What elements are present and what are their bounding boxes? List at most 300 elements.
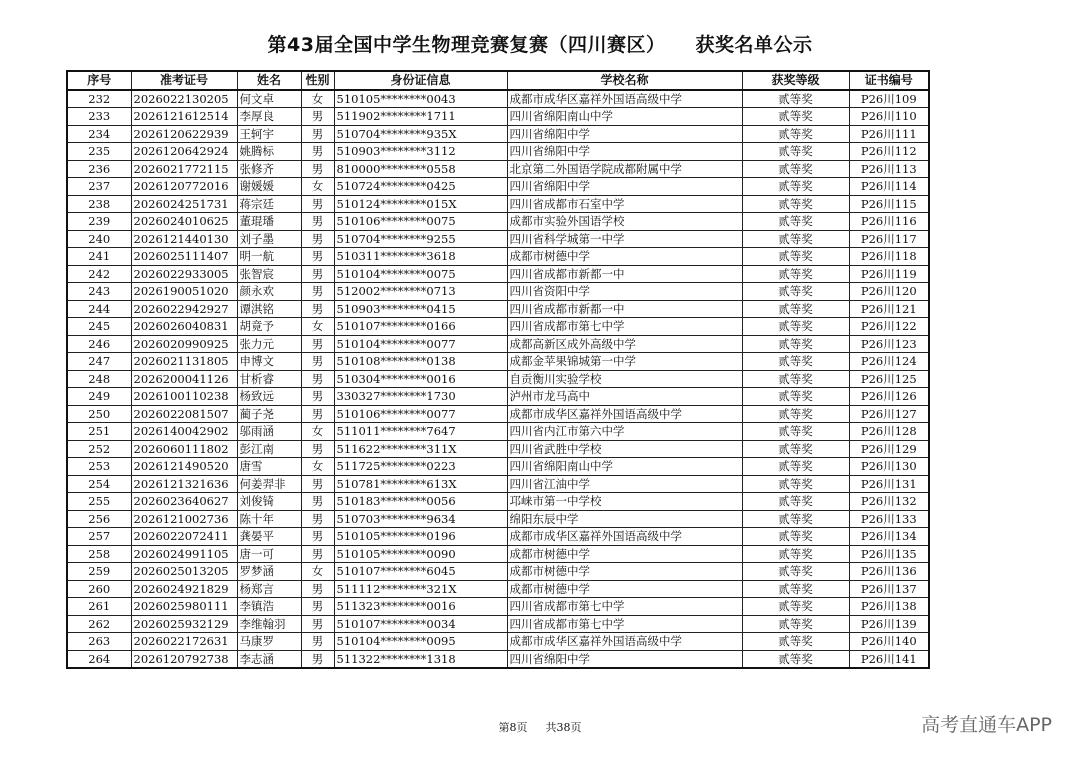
cell-name: 唐雪 bbox=[237, 458, 301, 476]
cell-school: 成都市成华区嘉祥外国语高级中学 bbox=[507, 528, 742, 546]
cell-school: 四川省成都市第七中学 bbox=[507, 615, 742, 633]
cell-serial: 246 bbox=[67, 335, 131, 353]
cell-name: 申博文 bbox=[237, 353, 301, 371]
cell-award-level: 贰等奖 bbox=[742, 353, 849, 371]
cell-school: 泸州市龙马高中 bbox=[507, 388, 742, 406]
cell-certificate-number: P26川111 bbox=[849, 125, 929, 143]
cell-name: 谢媛媛 bbox=[237, 178, 301, 196]
cell-name: 杨致远 bbox=[237, 388, 301, 406]
table-row bbox=[67, 318, 929, 336]
cell-award-level: 贰等奖 bbox=[742, 213, 849, 231]
cell-name: 张力元 bbox=[237, 335, 301, 353]
cell-certificate-number: P26川114 bbox=[849, 178, 929, 196]
cell-award-level: 贰等奖 bbox=[742, 370, 849, 388]
column-header: 身份证信息 bbox=[334, 71, 507, 90]
cell-exam-number: 2026026040831 bbox=[131, 318, 237, 336]
cell-name: 蔺子尧 bbox=[237, 405, 301, 423]
cell-id-info: 510105********0043 bbox=[334, 90, 507, 108]
table-header-row bbox=[67, 71, 929, 90]
cell-gender: 男 bbox=[301, 248, 334, 266]
cell-certificate-number: P26川120 bbox=[849, 283, 929, 301]
cell-name: 彭江南 bbox=[237, 440, 301, 458]
cell-exam-number: 2026140042902 bbox=[131, 423, 237, 441]
cell-gender: 男 bbox=[301, 475, 334, 493]
cell-school: 四川省武胜中学校 bbox=[507, 440, 742, 458]
cell-id-info: 510183********0056 bbox=[334, 493, 507, 511]
cell-exam-number: 2026190051020 bbox=[131, 283, 237, 301]
cell-id-info: 511323********0016 bbox=[334, 598, 507, 616]
cell-serial: 233 bbox=[67, 108, 131, 126]
cell-certificate-number: P26川123 bbox=[849, 335, 929, 353]
cell-award-level: 贰等奖 bbox=[742, 108, 849, 126]
column-header: 性别 bbox=[301, 71, 334, 90]
cell-id-info: 510108********0138 bbox=[334, 353, 507, 371]
cell-gender: 男 bbox=[301, 598, 334, 616]
cell-exam-number: 2026022942927 bbox=[131, 300, 237, 318]
table-row bbox=[67, 195, 929, 213]
cell-award-level: 贰等奖 bbox=[742, 633, 849, 651]
table-row bbox=[67, 283, 929, 301]
cell-id-info: 510107********0034 bbox=[334, 615, 507, 633]
cell-school: 四川省内江市第六中学 bbox=[507, 423, 742, 441]
cell-serial: 239 bbox=[67, 213, 131, 231]
cell-id-info: 511322********1318 bbox=[334, 650, 507, 668]
cell-serial: 253 bbox=[67, 458, 131, 476]
cell-id-info: 510107********6045 bbox=[334, 563, 507, 581]
cell-name: 何姜羿非 bbox=[237, 475, 301, 493]
cell-certificate-number: P26川119 bbox=[849, 265, 929, 283]
cell-award-level: 贰等奖 bbox=[742, 143, 849, 161]
cell-exam-number: 2026060111802 bbox=[131, 440, 237, 458]
cell-gender: 男 bbox=[301, 300, 334, 318]
cell-award-level: 贰等奖 bbox=[742, 598, 849, 616]
cell-award-level: 贰等奖 bbox=[742, 125, 849, 143]
cell-award-level: 贰等奖 bbox=[742, 248, 849, 266]
table-row bbox=[67, 213, 929, 231]
cell-certificate-number: P26川117 bbox=[849, 230, 929, 248]
cell-id-info: 510104********0075 bbox=[334, 265, 507, 283]
cell-id-info: 510703********9634 bbox=[334, 510, 507, 528]
watermark: 高考直通车APP bbox=[921, 714, 1052, 736]
cell-award-level: 贰等奖 bbox=[742, 545, 849, 563]
cell-award-level: 贰等奖 bbox=[742, 318, 849, 336]
cell-serial: 252 bbox=[67, 440, 131, 458]
cell-school: 四川省绵阳南山中学 bbox=[507, 108, 742, 126]
cell-exam-number: 2026120642924 bbox=[131, 143, 237, 161]
cell-school: 四川省成都市第七中学 bbox=[507, 598, 742, 616]
cell-school: 四川省绵阳中学 bbox=[507, 650, 742, 668]
table-row bbox=[67, 493, 929, 511]
cell-gender: 男 bbox=[301, 633, 334, 651]
table-row bbox=[67, 580, 929, 598]
cell-award-level: 贰等奖 bbox=[742, 510, 849, 528]
cell-exam-number: 2026021131805 bbox=[131, 353, 237, 371]
cell-id-info: 810000********0558 bbox=[334, 160, 507, 178]
cell-id-info: 512002********0713 bbox=[334, 283, 507, 301]
cell-award-level: 贰等奖 bbox=[742, 283, 849, 301]
cell-id-info: 510104********0077 bbox=[334, 335, 507, 353]
cell-school: 成都市树德中学 bbox=[507, 545, 742, 563]
cell-serial: 245 bbox=[67, 318, 131, 336]
cell-certificate-number: P26川110 bbox=[849, 108, 929, 126]
column-header: 获奖等级 bbox=[742, 71, 849, 90]
cell-award-level: 贰等奖 bbox=[742, 388, 849, 406]
cell-certificate-number: P26川128 bbox=[849, 423, 929, 441]
table-row bbox=[67, 90, 929, 108]
cell-id-info: 510704********935X bbox=[334, 125, 507, 143]
cell-school: 四川省绵阳中学 bbox=[507, 143, 742, 161]
cell-id-info: 510724********0425 bbox=[334, 178, 507, 196]
cell-certificate-number: P26川126 bbox=[849, 388, 929, 406]
cell-certificate-number: P26川122 bbox=[849, 318, 929, 336]
cell-exam-number: 2026022081507 bbox=[131, 405, 237, 423]
table-row bbox=[67, 633, 929, 651]
cell-serial: 237 bbox=[67, 178, 131, 196]
page-total: 共38页 bbox=[545, 721, 582, 734]
table-row bbox=[67, 405, 929, 423]
table-row bbox=[67, 510, 929, 528]
table-row bbox=[67, 440, 929, 458]
cell-gender: 男 bbox=[301, 265, 334, 283]
cell-certificate-number: P26川124 bbox=[849, 353, 929, 371]
table-row bbox=[67, 160, 929, 178]
cell-exam-number: 2026022072411 bbox=[131, 528, 237, 546]
cell-serial: 264 bbox=[67, 650, 131, 668]
cell-name: 唐一可 bbox=[237, 545, 301, 563]
column-header: 学校名称 bbox=[507, 71, 742, 90]
cell-school: 四川省绵阳南山中学 bbox=[507, 458, 742, 476]
cell-award-level: 贰等奖 bbox=[742, 265, 849, 283]
cell-school: 成都市成华区嘉祥外国语高级中学 bbox=[507, 405, 742, 423]
cell-certificate-number: P26川133 bbox=[849, 510, 929, 528]
cell-serial: 243 bbox=[67, 283, 131, 301]
cell-name: 明一航 bbox=[237, 248, 301, 266]
cell-school: 成都市树德中学 bbox=[507, 563, 742, 581]
column-header: 准考证号 bbox=[131, 71, 237, 90]
cell-certificate-number: P26川135 bbox=[849, 545, 929, 563]
table-row bbox=[67, 370, 929, 388]
cell-serial: 241 bbox=[67, 248, 131, 266]
cell-exam-number: 2026200041126 bbox=[131, 370, 237, 388]
cell-gender: 女 bbox=[301, 423, 334, 441]
cell-certificate-number: P26川121 bbox=[849, 300, 929, 318]
column-header: 序号 bbox=[67, 71, 131, 90]
cell-certificate-number: P26川127 bbox=[849, 405, 929, 423]
table-row bbox=[67, 178, 929, 196]
column-header: 证书编号 bbox=[849, 71, 929, 90]
cell-serial: 255 bbox=[67, 493, 131, 511]
cell-school: 邛崃市第一中学校 bbox=[507, 493, 742, 511]
cell-gender: 男 bbox=[301, 230, 334, 248]
cell-school: 四川省成都市石室中学 bbox=[507, 195, 742, 213]
cell-exam-number: 2026121440130 bbox=[131, 230, 237, 248]
cell-serial: 247 bbox=[67, 353, 131, 371]
cell-gender: 男 bbox=[301, 335, 334, 353]
cell-exam-number: 2026023640627 bbox=[131, 493, 237, 511]
cell-name: 龚晏平 bbox=[237, 528, 301, 546]
cell-gender: 男 bbox=[301, 283, 334, 301]
cell-exam-number: 2026020990925 bbox=[131, 335, 237, 353]
cell-serial: 261 bbox=[67, 598, 131, 616]
cell-name: 张智宸 bbox=[237, 265, 301, 283]
cell-gender: 男 bbox=[301, 108, 334, 126]
cell-gender: 女 bbox=[301, 563, 334, 581]
cell-school: 四川省成都市新都一中 bbox=[507, 300, 742, 318]
page-number: 第8页 bbox=[498, 721, 528, 734]
cell-serial: 238 bbox=[67, 195, 131, 213]
cell-id-info: 511902********1711 bbox=[334, 108, 507, 126]
cell-gender: 男 bbox=[301, 160, 334, 178]
cell-serial: 232 bbox=[67, 90, 131, 108]
cell-name: 甘析睿 bbox=[237, 370, 301, 388]
cell-id-info: 511622********311X bbox=[334, 440, 507, 458]
table-row bbox=[67, 300, 929, 318]
cell-certificate-number: P26川116 bbox=[849, 213, 929, 231]
cell-name: 李厚良 bbox=[237, 108, 301, 126]
column-header: 姓名 bbox=[237, 71, 301, 90]
cell-id-info: 511725********0223 bbox=[334, 458, 507, 476]
cell-exam-number: 2026120792738 bbox=[131, 650, 237, 668]
cell-gender: 女 bbox=[301, 178, 334, 196]
cell-certificate-number: P26川136 bbox=[849, 563, 929, 581]
cell-exam-number: 2026121321636 bbox=[131, 475, 237, 493]
table-row bbox=[67, 423, 929, 441]
cell-exam-number: 2026121002736 bbox=[131, 510, 237, 528]
page-footer bbox=[0, 719, 1080, 735]
cell-award-level: 贰等奖 bbox=[742, 335, 849, 353]
cell-id-info: 510903********3112 bbox=[334, 143, 507, 161]
table-row bbox=[67, 388, 929, 406]
cell-id-info: 510704********9255 bbox=[334, 230, 507, 248]
cell-certificate-number: P26川140 bbox=[849, 633, 929, 651]
cell-serial: 250 bbox=[67, 405, 131, 423]
cell-name: 董琨璠 bbox=[237, 213, 301, 231]
cell-name: 罗梦涵 bbox=[237, 563, 301, 581]
cell-school: 成都市树德中学 bbox=[507, 248, 742, 266]
cell-certificate-number: P26川109 bbox=[849, 90, 929, 108]
cell-school: 成都市实验外国语学校 bbox=[507, 213, 742, 231]
cell-exam-number: 2026100110238 bbox=[131, 388, 237, 406]
cell-serial: 260 bbox=[67, 580, 131, 598]
cell-name: 刘俊锜 bbox=[237, 493, 301, 511]
cell-name: 王轲宇 bbox=[237, 125, 301, 143]
cell-exam-number: 2026025013205 bbox=[131, 563, 237, 581]
cell-exam-number: 2026024991105 bbox=[131, 545, 237, 563]
table-row bbox=[67, 650, 929, 668]
title-award-list: 获奖名单公示 bbox=[695, 34, 813, 56]
cell-school: 四川省科学城第一中学 bbox=[507, 230, 742, 248]
table-row bbox=[67, 545, 929, 563]
cell-exam-number: 2026121490520 bbox=[131, 458, 237, 476]
table-row bbox=[67, 125, 929, 143]
cell-school: 四川省江油中学 bbox=[507, 475, 742, 493]
cell-id-info: 510105********0090 bbox=[334, 545, 507, 563]
cell-exam-number: 2026025111407 bbox=[131, 248, 237, 266]
cell-school: 北京第二外国语学院成都附属中学 bbox=[507, 160, 742, 178]
cell-id-info: 510304********0016 bbox=[334, 370, 507, 388]
cell-name: 李志涵 bbox=[237, 650, 301, 668]
cell-serial: 240 bbox=[67, 230, 131, 248]
cell-id-info: 330327********1730 bbox=[334, 388, 507, 406]
cell-name: 谭淇铭 bbox=[237, 300, 301, 318]
cell-certificate-number: P26川113 bbox=[849, 160, 929, 178]
cell-serial: 254 bbox=[67, 475, 131, 493]
cell-name: 邬雨涵 bbox=[237, 423, 301, 441]
cell-exam-number: 2026024251731 bbox=[131, 195, 237, 213]
page-title bbox=[0, 30, 1080, 57]
cell-gender: 男 bbox=[301, 405, 334, 423]
cell-certificate-number: P26川129 bbox=[849, 440, 929, 458]
cell-gender: 男 bbox=[301, 493, 334, 511]
cell-award-level: 贰等奖 bbox=[742, 458, 849, 476]
cell-name: 马康罗 bbox=[237, 633, 301, 651]
cell-award-level: 贰等奖 bbox=[742, 178, 849, 196]
cell-gender: 男 bbox=[301, 125, 334, 143]
table-row bbox=[67, 108, 929, 126]
cell-certificate-number: P26川132 bbox=[849, 493, 929, 511]
table-body bbox=[67, 90, 929, 669]
cell-award-level: 贰等奖 bbox=[742, 230, 849, 248]
cell-name: 颜永欢 bbox=[237, 283, 301, 301]
cell-certificate-number: P26川118 bbox=[849, 248, 929, 266]
table-row bbox=[67, 353, 929, 371]
cell-id-info: 510124********015X bbox=[334, 195, 507, 213]
cell-serial: 242 bbox=[67, 265, 131, 283]
cell-serial: 257 bbox=[67, 528, 131, 546]
cell-award-level: 贰等奖 bbox=[742, 528, 849, 546]
cell-name: 刘子墨 bbox=[237, 230, 301, 248]
cell-exam-number: 2026024010625 bbox=[131, 213, 237, 231]
cell-gender: 男 bbox=[301, 528, 334, 546]
cell-award-level: 贰等奖 bbox=[742, 405, 849, 423]
table-row bbox=[67, 248, 929, 266]
table-row bbox=[67, 475, 929, 493]
cell-id-info: 510105********0196 bbox=[334, 528, 507, 546]
cell-exam-number: 2026022933005 bbox=[131, 265, 237, 283]
cell-serial: 263 bbox=[67, 633, 131, 651]
table-row bbox=[67, 563, 929, 581]
cell-exam-number: 2026025980111 bbox=[131, 598, 237, 616]
cell-serial: 258 bbox=[67, 545, 131, 563]
cell-gender: 男 bbox=[301, 510, 334, 528]
cell-gender: 女 bbox=[301, 458, 334, 476]
cell-id-info: 510311********3618 bbox=[334, 248, 507, 266]
cell-award-level: 贰等奖 bbox=[742, 440, 849, 458]
cell-gender: 男 bbox=[301, 353, 334, 371]
cell-serial: 236 bbox=[67, 160, 131, 178]
cell-id-info: 511011********7647 bbox=[334, 423, 507, 441]
cell-school: 自贡衡川实验学校 bbox=[507, 370, 742, 388]
cell-award-level: 贰等奖 bbox=[742, 615, 849, 633]
cell-gender: 男 bbox=[301, 650, 334, 668]
cell-certificate-number: P26川131 bbox=[849, 475, 929, 493]
cell-exam-number: 2026021772115 bbox=[131, 160, 237, 178]
cell-gender: 女 bbox=[301, 318, 334, 336]
table-row bbox=[67, 143, 929, 161]
cell-certificate-number: P26川138 bbox=[849, 598, 929, 616]
title-main: 第43届全国中学生物理竞赛复赛（四川赛区） bbox=[267, 34, 666, 56]
cell-award-level: 贰等奖 bbox=[742, 563, 849, 581]
cell-certificate-number: P26川134 bbox=[849, 528, 929, 546]
table-row bbox=[67, 230, 929, 248]
cell-serial: 259 bbox=[67, 563, 131, 581]
cell-name: 张修齐 bbox=[237, 160, 301, 178]
cell-school: 四川省绵阳中学 bbox=[507, 125, 742, 143]
cell-certificate-number: P26川137 bbox=[849, 580, 929, 598]
cell-award-level: 贰等奖 bbox=[742, 300, 849, 318]
table-row bbox=[67, 528, 929, 546]
cell-id-info: 510106********0077 bbox=[334, 405, 507, 423]
cell-school: 四川省绵阳中学 bbox=[507, 178, 742, 196]
cell-name: 姚腾标 bbox=[237, 143, 301, 161]
cell-serial: 249 bbox=[67, 388, 131, 406]
cell-certificate-number: P26川125 bbox=[849, 370, 929, 388]
cell-award-level: 贰等奖 bbox=[742, 493, 849, 511]
cell-school: 四川省资阳中学 bbox=[507, 283, 742, 301]
cell-gender: 男 bbox=[301, 545, 334, 563]
cell-name: 李维翰羽 bbox=[237, 615, 301, 633]
cell-gender: 男 bbox=[301, 143, 334, 161]
cell-serial: 262 bbox=[67, 615, 131, 633]
cell-award-level: 贰等奖 bbox=[742, 475, 849, 493]
cell-id-info: 510903********0415 bbox=[334, 300, 507, 318]
cell-gender: 男 bbox=[301, 388, 334, 406]
cell-id-info: 510106********0075 bbox=[334, 213, 507, 231]
cell-serial: 235 bbox=[67, 143, 131, 161]
cell-serial: 244 bbox=[67, 300, 131, 318]
cell-exam-number: 2026022172631 bbox=[131, 633, 237, 651]
cell-gender: 男 bbox=[301, 213, 334, 231]
cell-gender: 男 bbox=[301, 440, 334, 458]
cell-school: 成都高新区成外高级中学 bbox=[507, 335, 742, 353]
cell-name: 何文卓 bbox=[237, 90, 301, 108]
cell-gender: 男 bbox=[301, 615, 334, 633]
cell-name: 蒋宗廷 bbox=[237, 195, 301, 213]
cell-name: 李镇浩 bbox=[237, 598, 301, 616]
cell-gender: 男 bbox=[301, 195, 334, 213]
cell-gender: 女 bbox=[301, 90, 334, 108]
cell-award-level: 贰等奖 bbox=[742, 580, 849, 598]
cell-serial: 234 bbox=[67, 125, 131, 143]
cell-id-info: 510104********0095 bbox=[334, 633, 507, 651]
table-row bbox=[67, 598, 929, 616]
cell-school: 四川省成都市第七中学 bbox=[507, 318, 742, 336]
table-row bbox=[67, 458, 929, 476]
cell-exam-number: 2026025932129 bbox=[131, 615, 237, 633]
cell-school: 绵阳东辰中学 bbox=[507, 510, 742, 528]
table-row bbox=[67, 335, 929, 353]
cell-id-info: 510107********0166 bbox=[334, 318, 507, 336]
cell-exam-number: 2026024921829 bbox=[131, 580, 237, 598]
cell-certificate-number: P26川141 bbox=[849, 650, 929, 668]
cell-school: 成都金苹果锦城第一中学 bbox=[507, 353, 742, 371]
cell-certificate-number: P26川112 bbox=[849, 143, 929, 161]
cell-award-level: 贰等奖 bbox=[742, 195, 849, 213]
cell-certificate-number: P26川139 bbox=[849, 615, 929, 633]
cell-award-level: 贰等奖 bbox=[742, 160, 849, 178]
cell-award-level: 贰等奖 bbox=[742, 650, 849, 668]
cell-certificate-number: P26川130 bbox=[849, 458, 929, 476]
cell-serial: 256 bbox=[67, 510, 131, 528]
cell-exam-number: 2026121612514 bbox=[131, 108, 237, 126]
cell-id-info: 510781********613X bbox=[334, 475, 507, 493]
cell-serial: 248 bbox=[67, 370, 131, 388]
cell-school: 四川省成都市新都一中 bbox=[507, 265, 742, 283]
cell-name: 陈十年 bbox=[237, 510, 301, 528]
cell-name: 胡竟予 bbox=[237, 318, 301, 336]
cell-name: 杨郑言 bbox=[237, 580, 301, 598]
table-row bbox=[67, 265, 929, 283]
